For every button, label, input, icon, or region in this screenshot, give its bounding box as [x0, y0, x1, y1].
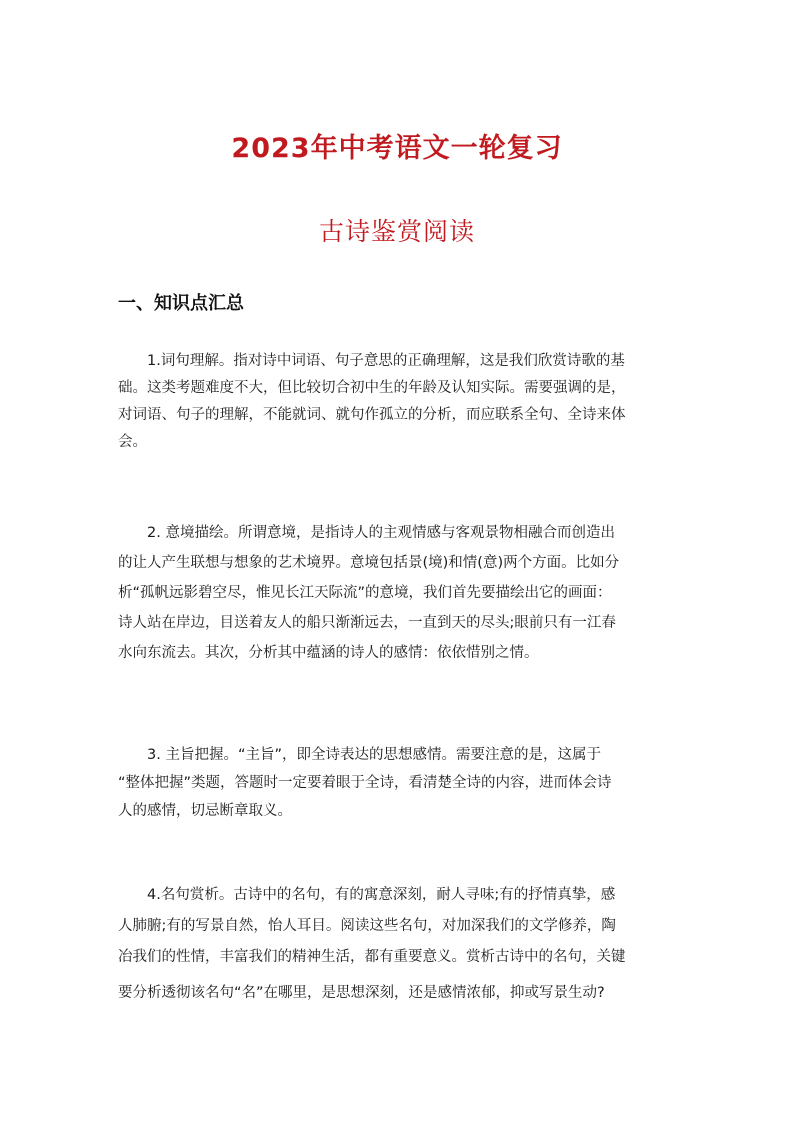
paragraph-line: 诗人站在岸边，目送着友人的船只渐渐远去，一直到天的尽头;眼前只有一江春: [118, 615, 616, 631]
paragraph-line: “整体把握”类题，答题时一定要着眼于全诗，看清楚全诗的内容，进而体会诗: [118, 775, 612, 791]
document-subtitle: 古诗鉴赏阅读: [318, 217, 475, 246]
section-heading: 一、知识点汇总: [118, 293, 244, 314]
paragraph-line: 3. 主旨把握。“主旨”，即全诗表达的思想感情。需要注意的是，这属于: [147, 747, 601, 763]
paragraph-line: 析“孤帆远影碧空尽，惟见长江天际流”的意境，我们首先要描绘出它的画面：: [118, 585, 612, 601]
paragraph-line: 2. 意境描绘。所谓意境，是指诗人的主观情感与客观景物相融合而创造出: [147, 525, 615, 541]
paragraph-line: 对词语、句子的理解，不能就词、就句作孤立的分析，而应联系全句、全诗来体: [118, 407, 626, 423]
paragraph-line: 础。这类考题难度不大，但比较切合初中生的年龄及认知实际。需要强调的是，: [118, 380, 626, 396]
paragraph-line: 冶我们的性情，丰富我们的精神生活，都有重要意义。赏析古诗中的名句，关键: [118, 949, 626, 965]
paragraph-line: 1.词句理解。指对诗中词语、句子意思的正确理解，这是我们欣赏诗歌的基: [147, 353, 625, 369]
paragraph-theme-grasp: [118, 741, 678, 825]
paragraph-line: 人的感情，切忌断章取义。: [118, 803, 292, 819]
paragraph-word-sentence-understanding: [118, 348, 678, 456]
paragraph-famous-line-appreciation: [118, 880, 678, 1005]
document-title: 2023年中考语文一轮复习: [231, 133, 563, 164]
paragraph-line: 4.名句赏析。古诗中的名句，有的寓意深刻，耐人寻味;有的抒情真挚，感: [147, 887, 616, 903]
paragraph-line: 水向东流去。其次，分析其中蕴涵的诗人的感情：依依惜别之情。: [118, 645, 539, 661]
paragraph-line: 人肺腑;有的写景自然，怡人耳目。阅读这些名句，对加深我们的文学修养，陶: [118, 918, 616, 934]
paragraph-line: 会。: [118, 434, 147, 450]
paragraph-line: 要分析透彻该名句“名”在哪里，是思想深刻，还是感情浓郁，抑或写景生动?: [118, 985, 605, 1001]
paragraph-line: 的让人产生联想与想象的艺术境界。意境包括景(境)和情(意)两个方面。比如分: [118, 555, 620, 571]
paragraph-artistic-conception: [118, 518, 678, 668]
